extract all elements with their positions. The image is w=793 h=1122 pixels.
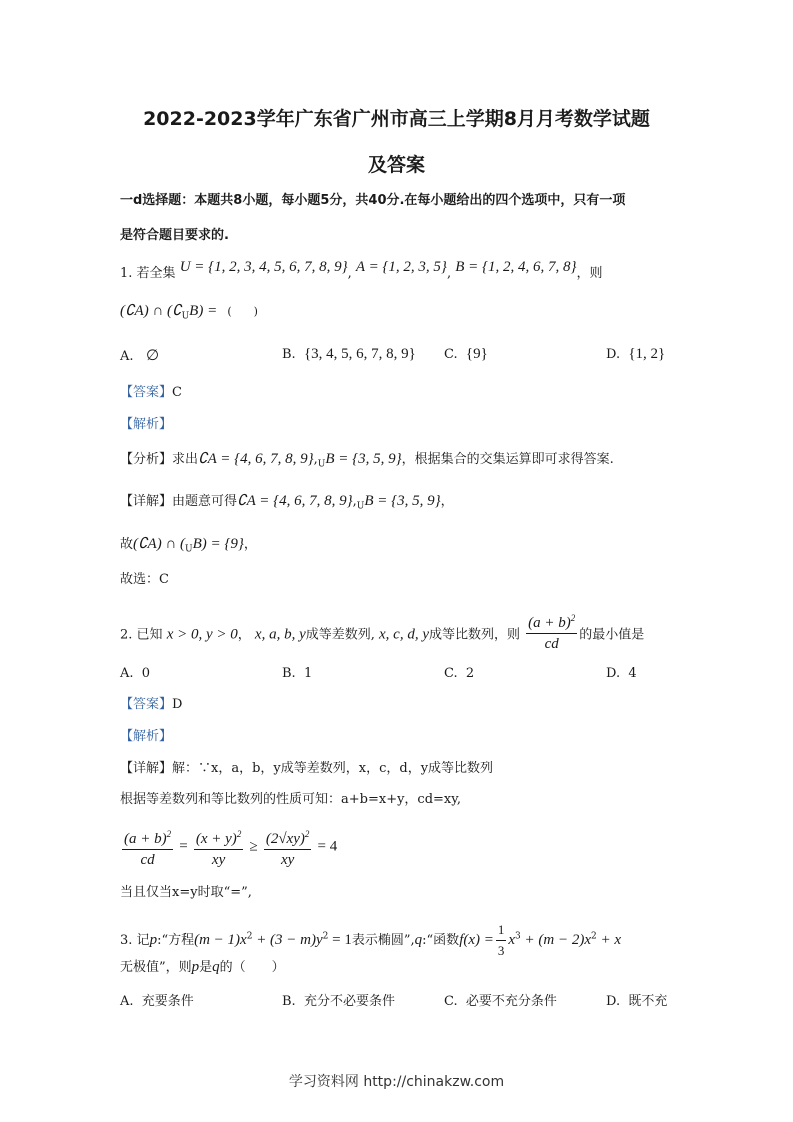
q2-xiangjie: 【详解】解：∵x，a，b，y成等差数列，x，c，d，y成等比数列 (120, 761, 494, 776)
q1-expr-end: B) = (189, 303, 218, 319)
q1-expr: (∁A) ∩ (∁ (120, 303, 182, 319)
q3-option-b: B. 充分不必要条件 (282, 994, 395, 1009)
q2-option-a: A. 0 (120, 666, 151, 681)
q3-line2: 无极值”，则p是q的（ ） (120, 959, 285, 975)
q1-analysis-tag: 【解析】 (120, 417, 173, 432)
q1-set-u: U = {1, 2, 3, 4, 5, 6, 7, 8, 9} (179, 259, 348, 275)
q1-option-c: C. {9} (444, 346, 488, 362)
q1-option-b: B. {3, 4, 5, 6, 7, 8, 9} (282, 346, 416, 362)
q2-analysis-tag: 【解析】 (120, 729, 173, 744)
q3-stem: 3. 记p:“方程$(m - 1)x^2 + (3 - m)y^2 = 1$表示椭圆”,q:“函数f(x) = $\frac{1}{3}$ $x^3 + (m - 2)x^2 + x$ (120, 922, 622, 958)
q1-fenxi: 【分析】求出∁A = {4, 6, 7, 8, $9\},_UB = \{3$, 5, 9}，根据集合的交集运算即可求得答案. (120, 451, 614, 470)
q1-gu: 故(∁A) ∩ $(_UB) = \{9\}$， (120, 536, 257, 555)
q1-guxuan: 故选：C (120, 572, 169, 587)
q2-line2: 根据等差数列和等比数列的性质可知：a+b=x+y，cd=xy, (120, 792, 462, 807)
page-title-line1: 2022-2023学年广东省广州市高三上学期8月月考数学试题 (143, 108, 650, 130)
q1-answer: 【答案】C (120, 385, 182, 400)
q1-option-d: D. {1, 2} (606, 346, 666, 362)
q2-option-b: B. 1 (282, 666, 313, 681)
section-heading-line1: 一d选择题：本题共8小题，每小题5分，共40分.在每小题给出的四个选项中，只有一项 (120, 193, 626, 208)
q1-stem: 1. 若全集 U = {1, 2, 3, 4, 5, 6, 7, 8, 9}, A = {1, 2, 3, 5}, B = {1, 2, 4, 6, 7, 8}，则 (120, 259, 603, 281)
q1-stem-pre: 若全集 (136, 266, 176, 281)
page-title-line2: 及答案 (367, 154, 425, 176)
q1-fenxi-tag: 【分析】 (120, 452, 173, 467)
q3-option-c: C. 必要不充分条件 (444, 994, 557, 1009)
q3-option-a: A. 充要条件 (120, 994, 194, 1009)
q2-fraction: $\frac{(a + b)^2}{cd}$ (526, 608, 577, 654)
q1-paren: ( ) (227, 305, 258, 318)
q2-last: 当且仅当x=y时取“=”, (120, 885, 252, 900)
q1-set-b: B = {1, 2, 4, 6, 7, 8} (455, 259, 577, 275)
q1-stem-post: ，则 (576, 266, 603, 281)
q1-xiangjie-tag: 【详解】 (120, 494, 173, 509)
q2-derivation: $\frac{(a + b)^2}{cd}$ = $\frac{(x + y)^2}{xy}$ ≥ $\frac{(2√xy)^2}{xy}$ = 4 (120, 824, 337, 870)
q1-xiangjie: 【详解】由题意可得∁A = {4, 6, 7, 8, $9\},_UB = \{3$, 5, 9}， (120, 493, 454, 512)
q2-stem: 2. 已知 x > 0, y > 0， x, a, b, y成等差数列, x, c, d, y成等比数列，则 $\frac{(a + b)^2}{cd}$ 的最小值是 (120, 612, 644, 658)
footer-watermark: 学习资料网 http://chinakzw.com (288, 1074, 505, 1090)
q2-answer: 【答案】D (120, 697, 183, 712)
q2-option-d: D. 4 (606, 666, 637, 681)
q1-option-a: A. ∅ (120, 348, 160, 364)
q1-number: 1. (120, 266, 133, 281)
q3-option-d: D. 既不充 (606, 994, 668, 1009)
q2-option-c: C. 2 (444, 666, 475, 681)
q1-set-a: A = {1, 2, 3, 5} (355, 259, 447, 275)
q1-expression (120, 302, 258, 326)
section-heading-line2: 是符合题目要求的. (120, 228, 229, 243)
q1-expr-sub: U (181, 311, 190, 322)
